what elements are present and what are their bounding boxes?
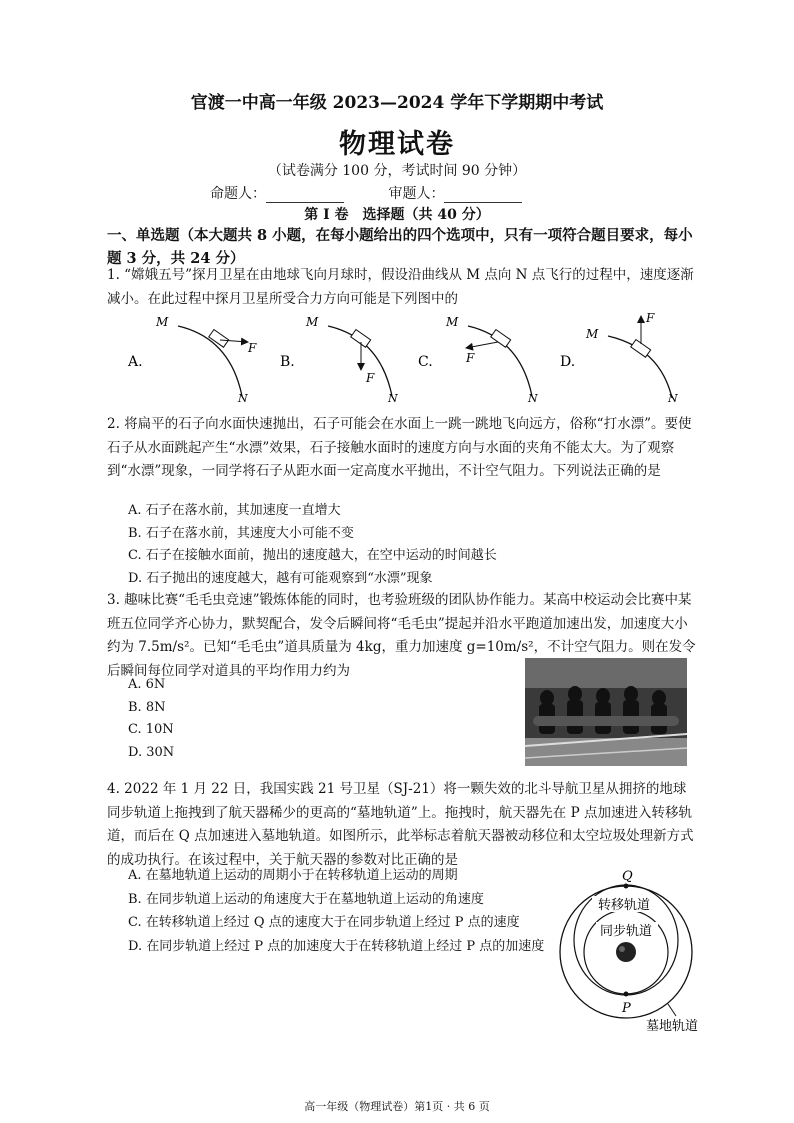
diagram-b [280, 315, 398, 403]
author-line [210, 183, 562, 203]
option-b-label: B. [280, 354, 295, 370]
option-a: A. 石子在落水前，其加速度一直增大 [128, 503, 341, 518]
point-q-label: Q [622, 869, 633, 884]
point-p [624, 992, 629, 997]
author-blank [266, 188, 344, 203]
point-n-label: N [668, 392, 678, 403]
page-footer: 高一年级（物理试卷）第1页 · 共 6 页 [304, 1100, 490, 1113]
option-d: D. 30N [128, 744, 175, 760]
option-c: C. 10N [128, 722, 174, 737]
force-label: F [646, 311, 655, 325]
force-arrow [466, 342, 498, 348]
race-photo [525, 658, 687, 766]
question-3-text: 3. 趣味比赛“毛毛虫竞速”锻炼体能的同时，也考验班级的团队协作能力。某高中校运动会比赛中某班五位同学齐心协力，默契配合，发令后瞬间将“毛毛虫”提起并沿水平跑道加速出发，加速度大小约为 7.5m/s²。已知“毛毛虫”道具质量为 4kg，重力加速度 g=10m/s²，不计空气阻力。则在发令后瞬间每位同学对道具的平均作用力约为 [107, 592, 696, 679]
section-title: 一、单选题（本大题共 8 小题，在每小题给出的四个选项中，只有一项符合题目要求，每小题 3 分，共 24 分） [107, 227, 693, 267]
force-label: F [466, 351, 475, 365]
grave-orbit-pointer [668, 1004, 676, 1016]
satellite-icon [491, 330, 511, 348]
transfer-orbit-label: 转移轨道 [598, 898, 651, 913]
question-4-options [128, 864, 548, 958]
question-4-text: 4. 2022 年 1 月 22 日，我国实践 21 号卫星（SJ-21）将一颗失效的北斗导航卫星从拥挤的地球同步轨道上拖拽到了航天器稀少的更高的“墓地轨道”上。拖拽时，航天器先在 P 点加速进入转移轨道，而后在 Q 点加速进入墓地轨道。如图所示，此举标志着航天器被动移位和太空垃圾处理新方式的成功执行。在该过程中，关于航天器的参数对比正确的是 [107, 781, 694, 868]
point-m-label: M [586, 327, 599, 341]
option-d: D. 在同步轨道上经过 P 点的加速度大于在转移轨道上经过 P 点的加速度 [128, 938, 545, 954]
option-a: A. 在墓地轨道上运动的周期小于在转移轨道上运动的周期 [128, 868, 458, 883]
option-a: A. 6N [128, 677, 166, 692]
sync-orbit-label: 同步轨道 [600, 924, 653, 939]
point-n-label: N [528, 392, 538, 403]
reviewer-blank [444, 188, 522, 203]
earth-icon [616, 942, 636, 962]
option-c: C. 在转移轨道上经过 Q 点的速度大于在同步轨道上经过 P 点的速度 [128, 915, 520, 930]
question-2-options [128, 500, 688, 590]
option-b: B. 在同步轨道上运动的角速度大于在墓地轨道上运动的角速度 [128, 891, 484, 907]
orbit-diagram [556, 866, 706, 1036]
question-1-text: 1. “嫦娥五号”探月卫星在由地球飞向月球时，假设沿曲线从 M 点向 N 点飞行的过程中，速度逐渐减小。在此过程中探月卫星所受合力方向可能是下列图中的 [107, 267, 694, 307]
question-2-text: 2. 将扁平的石子向水面快速抛出，石子可能会在水面上一跳一跳地飞向远方，俗称“打水漂”。要使石子从水面跳起产生“水漂”效果，石子接触水面时的速度方向与水面的夹角不能太大。为了观察到“水漂”现象，一同学将石子从距水面一定高度水平抛出，不计空气阻力。下列说法正确的是 [107, 416, 692, 479]
option-b: B. 石子在落水前，其速度大小可能不变 [128, 525, 354, 541]
diagram-d [560, 311, 678, 403]
point-m-label: M [446, 315, 459, 329]
force-label: F [366, 371, 375, 385]
diagram-a [127, 315, 257, 403]
author-label: 命题人： [210, 186, 266, 202]
option-b: B. 8N [128, 699, 166, 715]
force-label: F [248, 341, 257, 355]
part-title: 第 I 卷 选择题（共 40 分） [304, 207, 490, 223]
point-p-label: P [622, 1001, 631, 1016]
exam-info: （试卷满分 100 分，考试时间 90 分钟） [267, 163, 527, 179]
option-c: C. 石子在接触水面前，抛出的速度越大，在空中运动的时间越长 [128, 548, 497, 563]
option-a-label: A. [128, 354, 143, 370]
option-c-label: C. [418, 354, 433, 370]
grave-orbit-label: 墓地轨道 [646, 1019, 699, 1034]
point-n-label: N [388, 392, 398, 403]
option-d-label: D. [560, 354, 576, 370]
point-n-label: N [238, 392, 248, 403]
subject-title: 物理试卷 [339, 129, 455, 160]
diagram-c [418, 315, 538, 403]
school-exam-title: 官渡一中高一年级 2023—2024 学年下学期期中考试 [190, 93, 604, 113]
point-m-label: M [306, 315, 319, 329]
question-3-options [128, 674, 428, 764]
point-m-label: M [156, 315, 169, 329]
point-q [624, 884, 629, 889]
question-1-diagrams [120, 308, 680, 403]
option-d: D. 石子抛出的速度越大，越有可能观察到“水漂”现象 [128, 570, 433, 586]
satellite-icon [209, 330, 229, 348]
reviewer-label: 审题人： [388, 186, 445, 202]
